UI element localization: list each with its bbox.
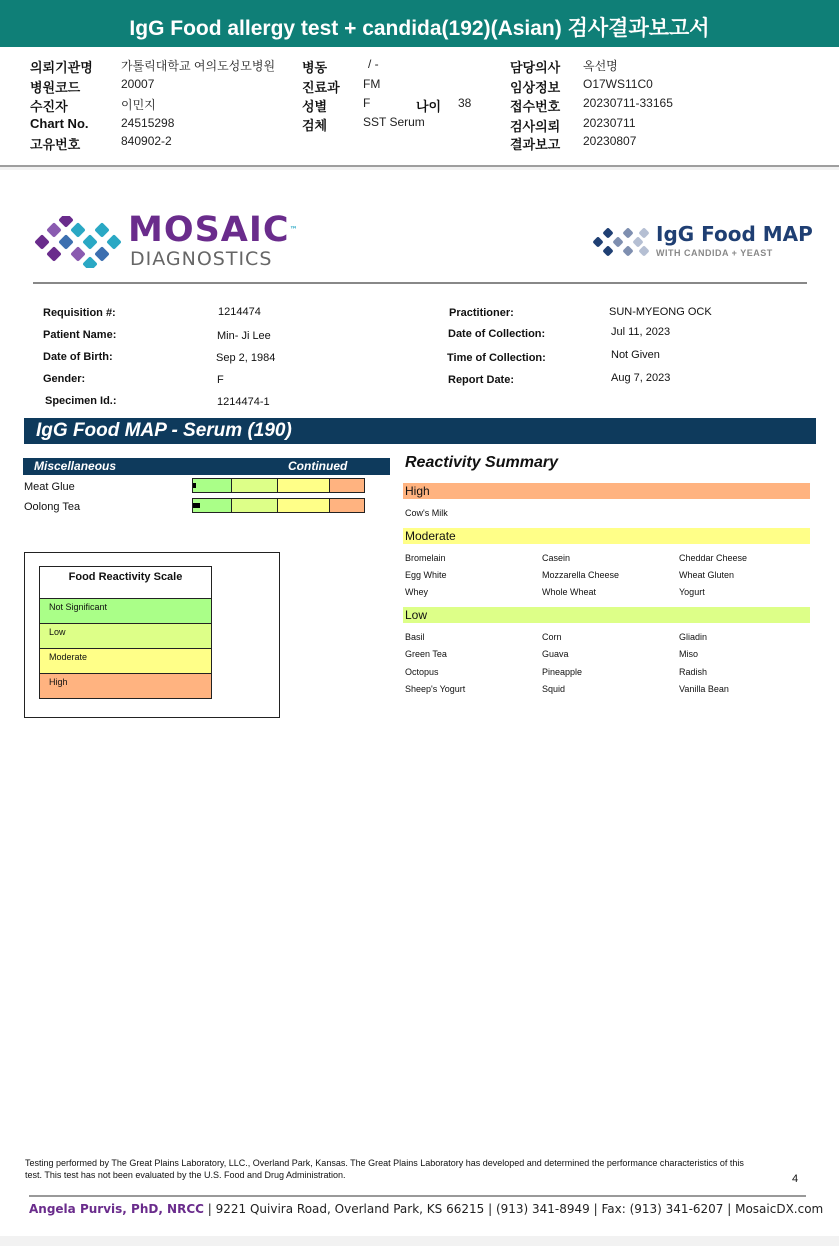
patient-name-value: Min- Ji Lee	[217, 330, 271, 342]
reactivity-bar	[192, 478, 365, 493]
logo-diamond	[602, 245, 613, 256]
practitioner-value: SUN-MYEONG OCK	[609, 306, 712, 318]
scale-level: High	[40, 674, 211, 698]
logo-diamond	[612, 236, 623, 247]
ward-value: / -	[368, 57, 379, 71]
moderate-category-band: Moderate	[403, 528, 810, 544]
patient-name-label: Patient Name:	[43, 329, 117, 341]
low-food-item: Squid	[542, 684, 566, 694]
report-date-label: 결과보고	[510, 137, 561, 152]
dob-value: Sep 2, 1984	[216, 352, 276, 364]
logo-diamond	[622, 227, 633, 238]
request-date-label: 검사의뢰	[510, 119, 561, 134]
scale-level: Moderate	[40, 649, 211, 674]
hospital-code-value: 20007	[121, 77, 155, 91]
moderate-food-item: Whey	[405, 587, 429, 597]
logo-mosaic-word: MOSAIC™	[128, 210, 299, 250]
misc-food-label: Oolong Tea	[24, 501, 81, 513]
high-food-item: Cow's Milk	[405, 508, 448, 518]
reactivity-bar	[192, 498, 365, 513]
logo-diamond	[94, 222, 110, 238]
misc-food-label: Meat Glue	[24, 481, 75, 493]
lab-address: | 9221 Quivira Road, Overland Park, KS 66215 | (913) 341-8949 | Fax: (913) 341-6207 | MosaicDX.com	[203, 1202, 824, 1216]
lab-contact	[29, 1202, 823, 1216]
specimen-id-value: 1214474-1	[217, 396, 270, 408]
footer-divider	[29, 1195, 806, 1197]
report-title: IgG Food allergy test + candida(192)(Asian) 검사결과보고서	[129, 17, 710, 40]
logo-diamond	[58, 216, 74, 228]
moderate-food-item: Whole Wheat	[542, 587, 597, 597]
low-food-item: Green Tea	[405, 649, 447, 659]
low-food-item: Sheep's Yogurt	[405, 684, 466, 694]
misc-header	[23, 458, 390, 475]
director-name: Angela Purvis, PhD, NRCC	[29, 1202, 204, 1216]
logo-diamond	[632, 236, 643, 247]
moderate-food-item: Mozzarella Cheese	[542, 570, 620, 580]
hospital-label: 의뢰기관명	[30, 60, 93, 75]
collection-date-label: Date of Collection:	[448, 328, 546, 340]
clinical-info-label: 임상정보	[510, 80, 561, 95]
practitioner-label: Practitioner:	[449, 307, 514, 319]
unique-id-value: 840902-2	[121, 134, 172, 148]
sex-value: F	[363, 96, 371, 110]
logo-diamond	[82, 256, 98, 268]
low-food-item: Vanilla Bean	[679, 684, 729, 694]
specimen-value: SST Serum	[363, 115, 425, 129]
requisition-label: Requisition #:	[43, 307, 116, 319]
logo-diamond	[638, 245, 649, 256]
low-food-item: Corn	[542, 632, 562, 642]
low-food-item: Guava	[542, 649, 569, 659]
logo-diamond	[82, 234, 98, 250]
receipt-no-label: 접수번호	[510, 99, 561, 114]
logo-diamond	[94, 246, 110, 262]
collection-time-value: Not Given	[611, 349, 660, 361]
moderate-food-item: Yogurt	[679, 587, 705, 597]
reactivity-level-mark	[193, 503, 200, 508]
collection-date-value: Jul 11, 2023	[611, 326, 671, 338]
korean-info-panel	[0, 47, 839, 167]
logo-diamond	[638, 227, 649, 238]
moderate-food-item: Bromelain	[405, 553, 446, 563]
misc-title: Miscellaneous	[34, 459, 117, 473]
specimen-label: 검체	[302, 118, 328, 133]
reactivity-scale-legend	[24, 552, 280, 718]
summary-title: Reactivity Summary	[405, 454, 558, 471]
receipt-no-value: 20230711-33165	[583, 96, 673, 110]
chart-no-label: Chart No.	[30, 116, 89, 131]
gender-value: F	[217, 374, 224, 386]
logo-diamond	[34, 234, 50, 250]
moderate-food-item: Cheddar Cheese	[679, 553, 748, 563]
ward-label: 병동	[302, 60, 328, 75]
logo-diamond	[602, 227, 613, 238]
patient-value: 이민지	[121, 98, 156, 112]
report-date-value: 20230807	[583, 134, 637, 148]
scale-title: Food Reactivity Scale	[40, 567, 211, 599]
report-date-en-value: Aug 7, 2023	[611, 372, 671, 384]
age-label: 나이	[416, 99, 442, 114]
scale-level: Low	[40, 624, 211, 649]
product-subtitle: WITH CANDIDA + YEAST	[656, 248, 773, 258]
header-divider	[33, 282, 807, 284]
low-food-item: Gliadin	[679, 632, 708, 642]
doctor-label: 담당의사	[510, 60, 561, 75]
moderate-food-item: Wheat Gluten	[679, 570, 735, 580]
mosaic-logo-mark-icon	[32, 216, 122, 268]
hospital-code-label: 병원코드	[30, 80, 81, 95]
high-category-band: High	[403, 483, 810, 499]
section-title: IgG Food MAP - Serum (190)	[24, 418, 816, 444]
collection-time-label: Time of Collection:	[447, 352, 546, 364]
low-food-item: Pineapple	[542, 667, 583, 677]
report-page	[0, 170, 839, 1236]
logo-diamond	[70, 246, 86, 262]
report-banner	[0, 0, 839, 47]
request-date-value: 20230711	[583, 116, 636, 130]
lab-disclaimer: Testing performed by The Great Plains Laboratory, LLC., Overland Park, Kansas. The Great Plains Laboratory has developed and determined the performance characteristics of this test. This test has not been evaluated by the U.S. Food and Drug Administration.	[25, 1158, 744, 1180]
dob-label: Date of Birth:	[43, 351, 113, 363]
moderate-food-item: Egg White	[405, 570, 447, 580]
low-food-item: Octopus	[405, 667, 439, 677]
age-value: 38	[458, 96, 472, 110]
chart-no-value: 24515298	[121, 116, 175, 130]
logo-diamond	[58, 234, 74, 250]
gender-label: Gender:	[43, 373, 86, 385]
logo-diamond	[622, 245, 633, 256]
requisition-value: 1214474	[218, 306, 261, 318]
hospital-value: 가톨릭대학교 여의도성모병원	[121, 59, 276, 73]
sex-label: 성별	[302, 99, 328, 114]
reactivity-level-mark	[193, 483, 196, 488]
scale-level: Not Significant	[40, 599, 211, 624]
department-value: FM	[363, 77, 381, 91]
igg-food-map-logo-icon	[592, 225, 650, 259]
unique-id-label: 고유번호	[30, 137, 81, 152]
moderate-food-item: Casein	[542, 553, 571, 563]
low-food-item: Basil	[405, 632, 425, 642]
logo-diamond	[106, 234, 122, 250]
clinical-info-value: O17WS11C0	[583, 77, 653, 91]
logo-diamond	[592, 236, 603, 247]
specimen-id-label: Specimen Id.:	[45, 395, 117, 407]
logo-diamond	[70, 222, 86, 238]
page-number: 4	[792, 1173, 799, 1185]
low-food-item: Radish	[679, 667, 708, 677]
logo-diamond	[46, 246, 62, 262]
misc-continued: Continued	[288, 459, 348, 473]
report-date-en-label: Report Date:	[448, 374, 515, 386]
department-label: 진료과	[302, 80, 340, 95]
low-food-item: Miso	[679, 649, 699, 659]
doctor-value: 옥선명	[583, 59, 618, 73]
low-category-band: Low	[403, 607, 810, 623]
product-name: IgG Food MAP	[656, 222, 813, 246]
logo-diagnostics-word: DIAGNOSTICS	[130, 248, 273, 270]
logo-diamond	[46, 222, 62, 238]
patient-label: 수진자	[30, 99, 68, 114]
